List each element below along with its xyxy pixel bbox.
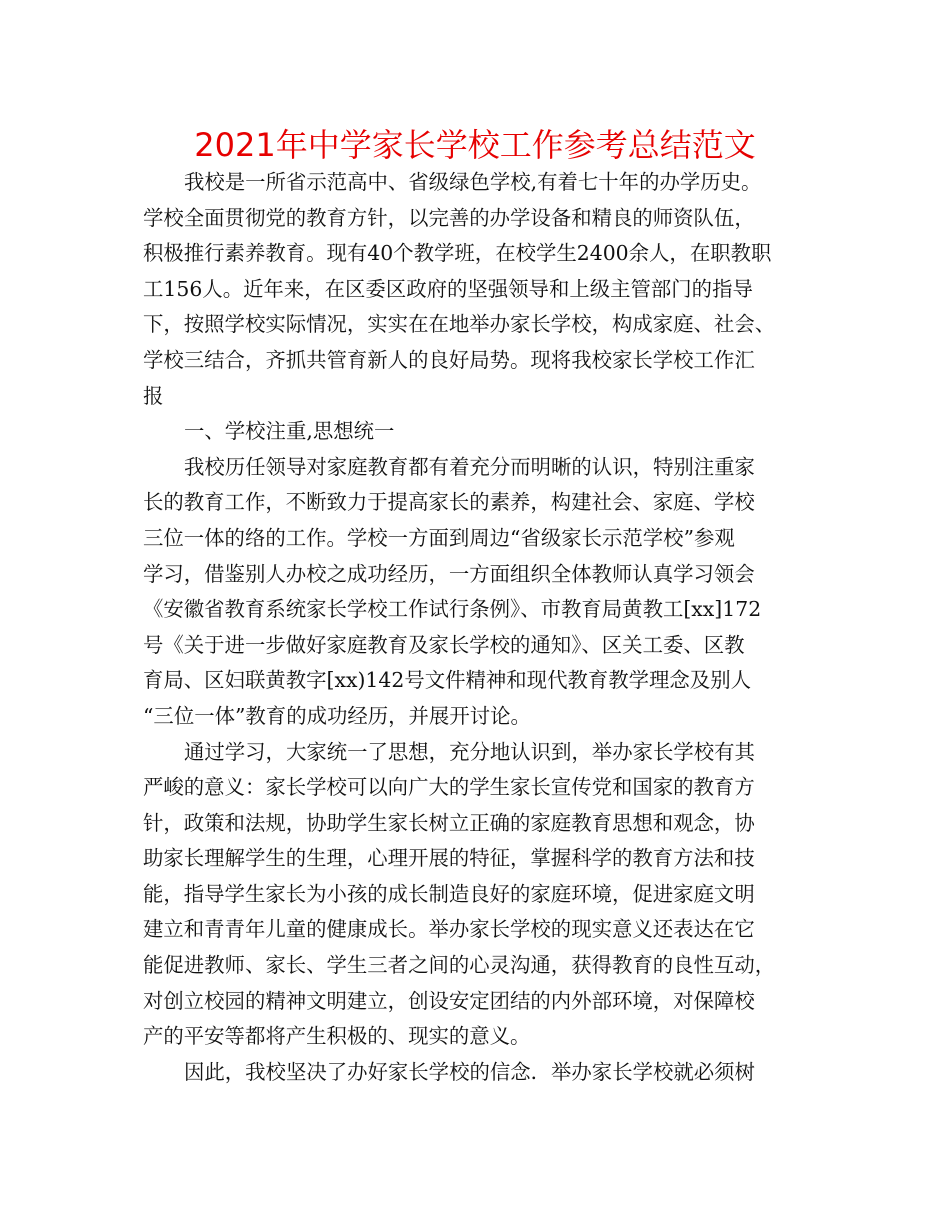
body-line: 对创立校园的精神文明建立，创设安定团结的内外部环境，对保障校 (143, 988, 755, 1013)
body-line: 《安徽省教育系统家长学校工作试行条例》、市教育局黄教工[xx]172 (143, 597, 762, 622)
body-line: 产的平安等都将产生积极的、现实的意义。 (143, 1024, 531, 1049)
body-line: 助家长理解学生的生理，心理开展的特征，掌握科学的教育方法和技 (143, 846, 755, 871)
document-body (143, 165, 823, 1090)
body-line: 建立和青青年儿童的健康成长。举办家长学校的现实意义还表达在它 (143, 917, 755, 942)
document-title: 2021年中学家长学校工作参考总结范文 (194, 126, 756, 164)
body-line: 报 (143, 383, 164, 408)
body-line: 严峻的意义：家长学校可以向广大的学生家长宣传党和国家的教育方 (143, 775, 755, 800)
body-line: 我校历任领导对家庭教育都有着充分而明晰的认识，特别注重家 (184, 454, 755, 479)
body-line: 能，指导学生家长为小孩的成长制造良好的家庭环境，促进家庭文明 (143, 881, 755, 906)
body-line: 三位一体的络的工作。学校一方面到周边“省级家长示范学校”参观 (143, 525, 735, 550)
body-line: 育局、区妇联黄教字[xx)142号文件精神和现代教育教学理念及别人 (143, 668, 751, 693)
body-line: 学校全面贯彻党的教育方针，以完善的办学设备和精良的师资队伍， (143, 205, 755, 230)
body-line: 学习，借鉴别人办校之成功经历，一方面组织全体教师认真学习领会 (143, 561, 755, 586)
body-line: 通过学习，大家统一了思想，充分地认识到，举办家长学校有其 (184, 739, 755, 764)
body-line: 下，按照学校实际情况，实实在在地举办家长学校，构成家庭、社会、 (143, 312, 776, 337)
body-line: 能促进教师、家长、学生三者之间的心灵沟通，获得教育的良性互动， (143, 953, 776, 978)
body-line: 积极推行素养教育。现有40个教学班，在校学生2400余人，在职教职 (143, 241, 772, 266)
body-line: 一、学校注重,思想统一 (184, 419, 395, 444)
body-line: 号《关于进一步做好家庭教育及家长学校的通知》、区关工委、区教 (143, 632, 745, 657)
body-line: 因此，我校坚决了办好家长学校的信念．举办家长学校就必须树 (184, 1059, 755, 1084)
body-line: 工156人。近年来，在区委区政府的坚强领导和上级主管部门的指导 (143, 276, 753, 301)
body-line: 针，政策和法规，协助学生家长树立正确的家庭教育思想和观念，协 (143, 810, 755, 835)
body-line: 长的教育工作，不断致力于提高家长的素养，构建社会、家庭、学校 (143, 490, 755, 515)
body-line: 学校三结合，齐抓共管育新人的良好局势。现将我校家长学校工作汇 (143, 347, 755, 372)
body-line: 我校是一所省示范高中、省级绿色学校,有着七十年的办学历史。 (184, 170, 762, 194)
body-line: “三位一体”教育的成功经历，并展开讨论。 (143, 703, 531, 728)
